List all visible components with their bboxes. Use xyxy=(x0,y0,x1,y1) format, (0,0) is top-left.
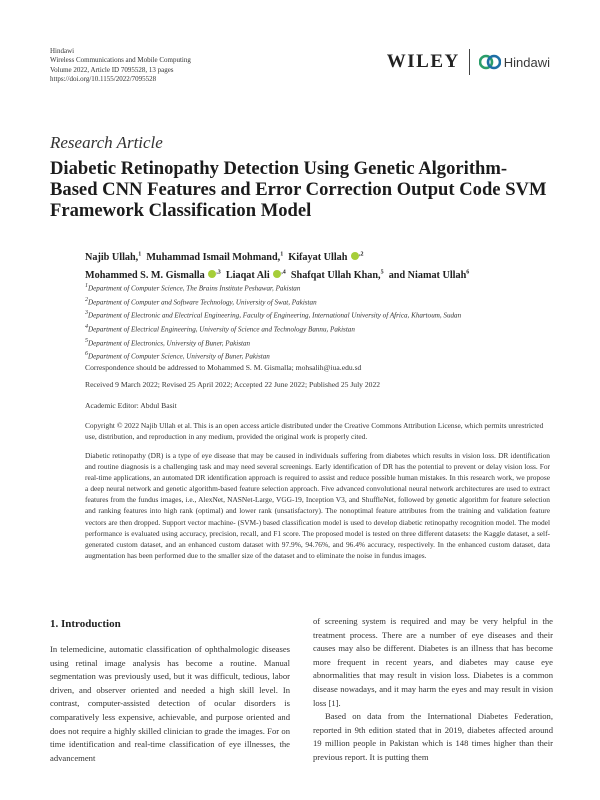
wiley-logo: WILEY xyxy=(386,51,460,72)
author: Muhammad Ismail Mohmand,$^1$ xyxy=(146,252,284,264)
hindawi-logo xyxy=(479,54,550,70)
journal-volume: Volume 2022, Article ID 7095528, 13 pages xyxy=(50,65,174,74)
hindawi-wordmark: Hindawi xyxy=(503,54,550,70)
paragraph: Based on data from the International Diabetes Federation, reported in 9th edition stated that in 2019, diabetes affected around 19 million people in Pakistan which is 148 times higher than their previous report. It is putting them xyxy=(313,711,553,762)
hindawi-logo-icon xyxy=(479,54,501,70)
body-column-right xyxy=(313,615,553,765)
body-column-left xyxy=(50,643,290,765)
publisher-name: Hindawi xyxy=(50,47,75,55)
copyright-notice: Copyright © 2022 Najib Ullah et al. This is an open access article distributed under the Creative Commons Attribution License, which permits unrestricted use, distribution, and reproduction in any medium, provided the original work is properly cited. xyxy=(85,421,544,442)
paragraph: of screening system is required and may be very helpful in the treatment process. There are a number of eye diseases and their causes may also be different. Diabetes is an illness that has become more frequent in recent years, and diabetes may cause eye abnormalities that may result in vision loss. Diabetes is a common disease nowadays, and it may harm the eyes and may result in vision loss [1]. xyxy=(313,616,553,708)
article-title: Diabetic Retinopathy Detection Using Genetic Algorithm-Based CNN Features and Error Correction Output Code SVM Framework Classification Model xyxy=(50,158,547,221)
paragraph: In telemedicine, automatic classification of ophthalmologic diseases using retinal image analysis has become a routine. Manual segmentation was previously used, but it was difficult, tedious, labor driven, and observer oriented and needed a high skill level. In contrast, computer-assisted detection of ocular disorders is comparatively less expensive, achievable, and purpose oriented and does not require a highly skilled clinician to grade the images. For on time identification and real-time classification of eye illnesses, the advancement xyxy=(50,644,290,763)
author: and Niamat Ullah$^6$ xyxy=(388,269,470,281)
affiliation: $^6$Department of Computer Science, University of Buner, Pakistan xyxy=(85,351,270,361)
correspondence-note: Correspondence should be addressed to Mohammed S. M. Gismalla; mohsalih@iua.edu.sd xyxy=(85,363,362,372)
orcid-icon[interactable] xyxy=(351,252,359,260)
affiliation: $^2$Department of Computer and Software Technology, University of Swat, Pakistan xyxy=(85,296,317,307)
journal-info xyxy=(50,47,191,84)
affiliation: $^3$Department of Electronic and Electrical Engineering, Faculty of Engineering, International University of Africa, Khartoum, Sudan xyxy=(85,310,462,320)
article-type: Research Article xyxy=(50,133,163,152)
author-list xyxy=(85,248,555,283)
author: Liaqat Ali $^{,4}$ xyxy=(225,269,286,281)
publisher-brand xyxy=(387,48,550,76)
affiliation: $^5$Department of Electronics, University of Buner, Pakistan xyxy=(85,337,251,347)
brand-divider xyxy=(469,49,470,75)
author: Shafqat Ullah Khan,$^5$ xyxy=(290,269,384,281)
article-dates: Received 9 March 2022; Revised 25 April 2022; Accepted 22 June 2022; Published 25 July 2022 xyxy=(85,380,381,389)
affiliation: $^1$Department of Computer Science, The Brains Institute Peshawar, Pakistan xyxy=(85,283,301,293)
section-heading: 1. Introduction xyxy=(50,618,121,630)
affiliations xyxy=(85,281,555,363)
author: Najib Ullah,$^1$ xyxy=(85,252,142,264)
affiliation: $^4$Department of Electrical Engineering, University of Science and Technology Bannu, Pakistan xyxy=(85,323,355,334)
journal-name: Wireless Communications and Mobile Computing xyxy=(50,56,191,65)
abstract: Diabetic retinopathy (DR) is a type of eye disease that may be caused in individuals suffering from diabetes which results in vision loss. DR identification and routine diagnosis is a challenging task and may need several screenings. Early identification of DR has the potential to prevent or delay vision loss. For real-time applications, an automated DR identification approach is required to assist and reduce possible human mistakes. In this research work, we propose a deep neural network and genetic algorithm-based feature selection approach. Five advanced convolutional neural network architectures are used to extract features from the fundus images, i.e., AlexNet, NASNet-Large, VGG-19, Inception V3, and ShuffleNet, followed by genetic algorithm for feature selection and ranking features into high rank (optimal) and lower rank (unsatisfactory). The nonoptimal feature attributes from the training and validation feature vectors are then dropped. Support vector machine- (SVM-) based classification model is used to develop diabetic retinopathy recognition model. The model performance is evaluated using accuracy, precision, recall, and F1 score. The proposed model is tested on three different datasets: the Kaggle dataset, a self-generated custom dataset, and an enhanced custom dataset with 97.9%, 94.76%, and 96.4% accuracy, respectively. In the enhanced custom dataset, data augmentation has been performed due to the smaller size of the dataset and to eliminate the noise in fundus images. xyxy=(85,451,550,560)
author: Mohammed S. M. Gismalla $^{,3}$ xyxy=(85,269,221,281)
author: Kifayat Ullah $^{,2}$ xyxy=(288,252,364,264)
journal-doi[interactable]: https://doi.org/10.1155/2022/7095528 xyxy=(50,74,157,83)
academic-editor: Academic Editor: Abdul Basit xyxy=(85,401,177,410)
